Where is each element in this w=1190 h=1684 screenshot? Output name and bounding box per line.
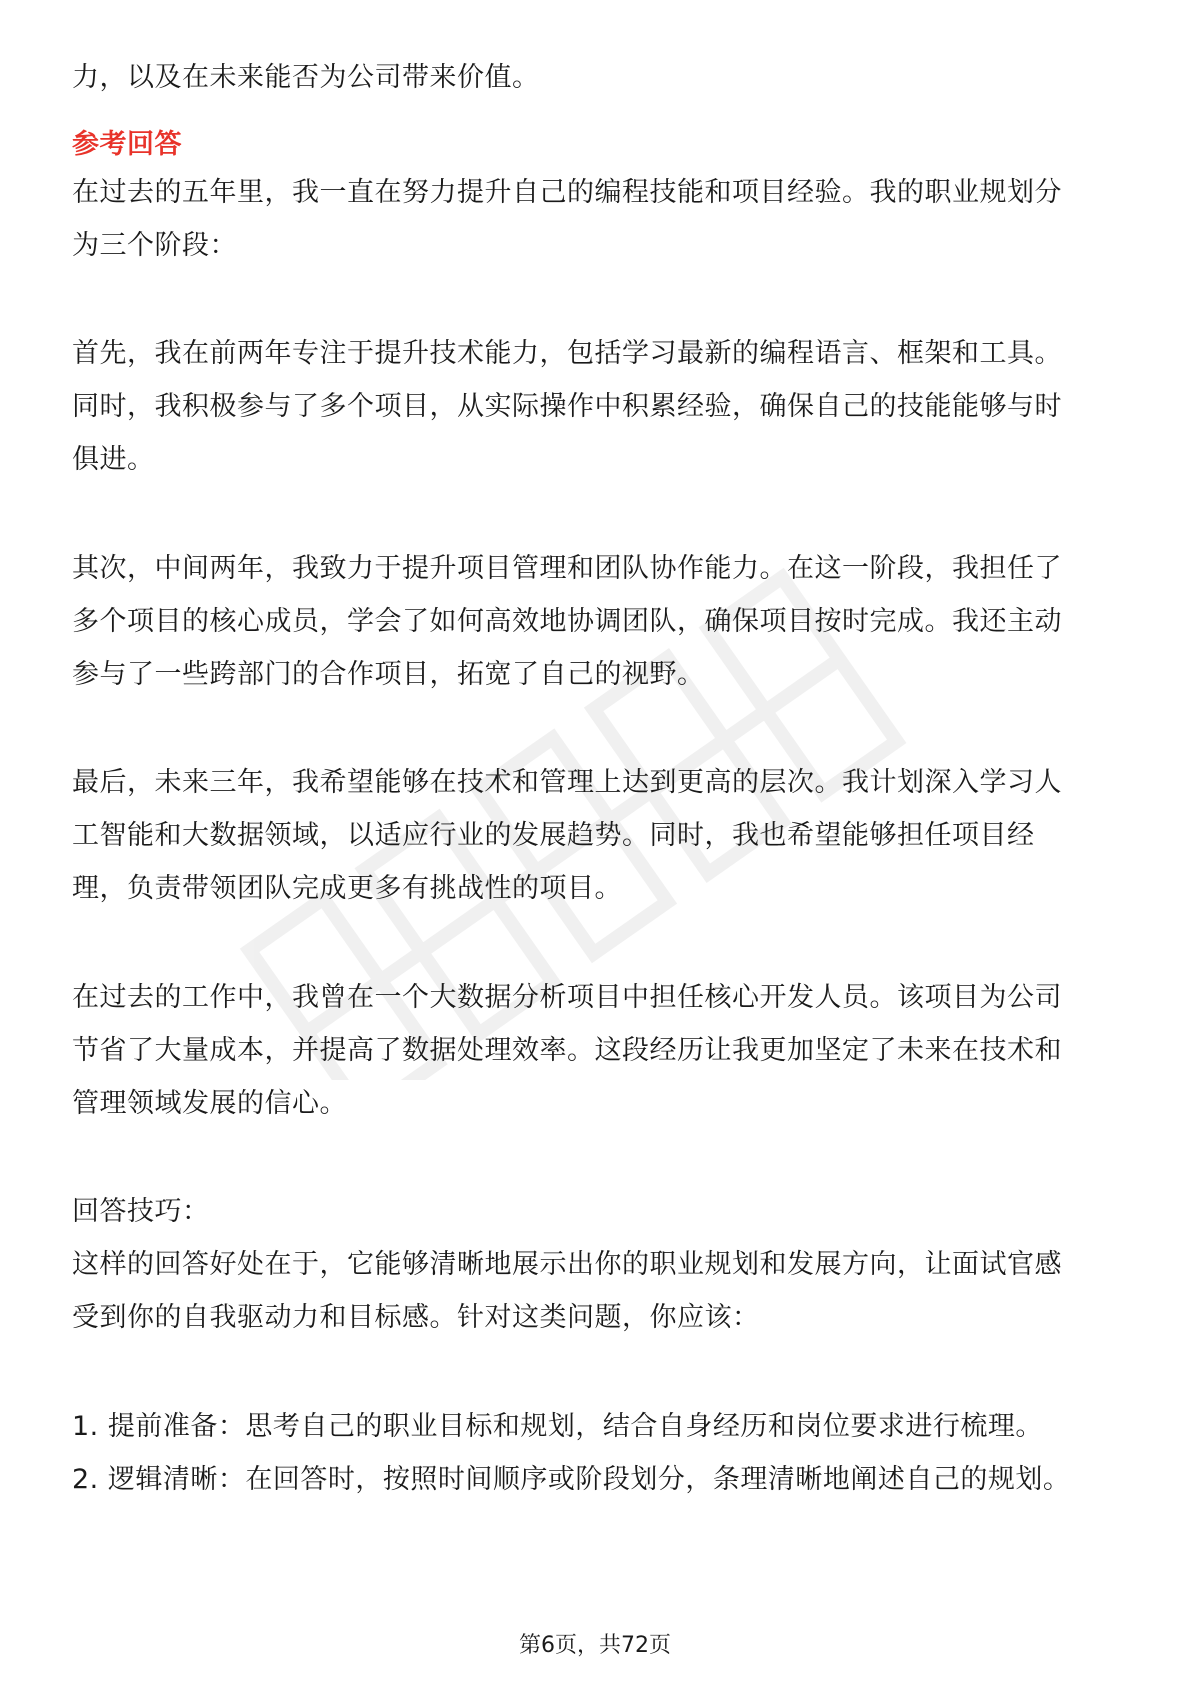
text-line: 理，负责带领团队完成更多有挑战性的项目。 — [72, 873, 622, 904]
list-item: 2. 逻辑清晰：在回答时，按照时间顺序或阶段划分，条理清晰地阐述自己的规划。 — [72, 1464, 1071, 1495]
text-line: 力，以及在未来能否为公司带来价值。 — [72, 62, 540, 93]
text-line: 受到你的自我驱动力和目标感。针对这类问题，你应该： — [72, 1302, 760, 1333]
text-line: 这样的回答好处在于，它能够清晰地展示出你的职业规划和发展方向，让面试官感 — [72, 1249, 1062, 1280]
text-line: 为三个阶段： — [72, 230, 237, 261]
text-line: 节省了大量成本，并提高了数据处理效率。这段经历让我更加坚定了未来在技术和 — [72, 1035, 1062, 1066]
text-line: 工智能和大数据领域，以适应行业的发展趋势。同时，我也希望能够担任项目经 — [72, 820, 1035, 851]
section-heading-reference-answer: 参考回答 — [72, 129, 182, 160]
section-heading-answer-tips: 回答技巧： — [72, 1196, 210, 1227]
text-line: 在过去的工作中，我曾在一个大数据分析项目中担任核心开发人员。该项目为公司 — [72, 982, 1062, 1013]
text-line: 管理领域发展的信心。 — [72, 1088, 347, 1119]
text-line: 其次，中间两年，我致力于提升项目管理和团队协作能力。在这一阶段，我担任了 — [72, 553, 1062, 584]
list-item: 1. 提前准备：思考自己的职业目标和规划，结合自身经历和岗位要求进行梳理。 — [72, 1411, 1043, 1442]
text-line: 首先，我在前两年专注于提升技术能力，包括学习最新的编程语言、框架和工具。 — [72, 338, 1062, 369]
text-line: 俱进。 — [72, 444, 155, 475]
text-line: 参与了一些跨部门的合作项目，拓宽了自己的视野。 — [72, 659, 705, 690]
text-line: 多个项目的核心成员，学会了如何高效地协调团队，确保项目按时完成。我还主动 — [72, 606, 1062, 637]
text-line: 在过去的五年里，我一直在努力提升自己的编程技能和项目经验。我的职业规划分 — [72, 177, 1062, 208]
text-line: 同时，我积极参与了多个项目，从实际操作中积累经验，确保自己的技能能够与时 — [72, 391, 1062, 422]
text-line: 最后，未来三年，我希望能够在技术和管理上达到更高的层次。我计划深入学习人 — [72, 767, 1062, 798]
page-number: 第6页，共72页 — [519, 1633, 671, 1658]
